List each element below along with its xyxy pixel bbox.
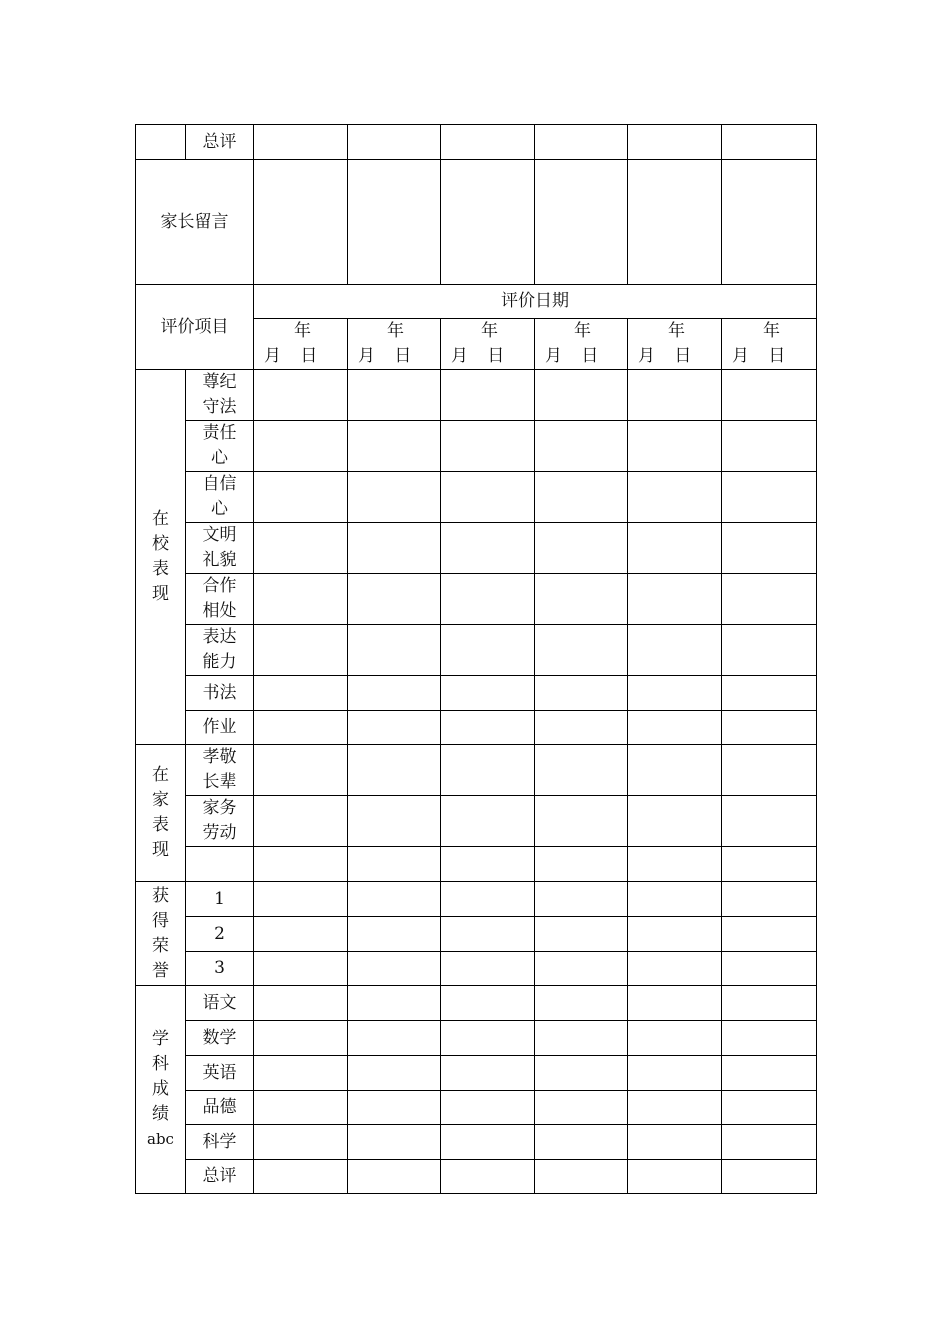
- item-text: 孝敬长辈: [202, 747, 237, 792]
- overall-cell[interactable]: [722, 125, 817, 160]
- score-cell[interactable]: [628, 472, 722, 523]
- score-cell[interactable]: [254, 1056, 348, 1091]
- score-cell[interactable]: [441, 1160, 535, 1194]
- score-cell[interactable]: [722, 952, 817, 986]
- score-cell[interactable]: [722, 421, 817, 472]
- date-year: 年: [387, 321, 404, 341]
- item-label: [186, 796, 254, 847]
- score-cell[interactable]: [722, 1021, 817, 1056]
- score-cell[interactable]: [628, 1056, 722, 1091]
- home-row: [136, 745, 817, 796]
- item-label: [186, 625, 254, 676]
- score-cell[interactable]: [722, 796, 817, 847]
- honors-group-label: [136, 882, 186, 986]
- item-label: [186, 847, 254, 882]
- score-cell[interactable]: [722, 711, 817, 745]
- date-year: 年: [668, 321, 685, 341]
- date-month-day: 月 日: [638, 346, 692, 366]
- home-group-label: [136, 745, 186, 882]
- score-cell[interactable]: [722, 882, 817, 917]
- score-cell[interactable]: [628, 796, 722, 847]
- score-cell[interactable]: [722, 574, 817, 625]
- score-cell[interactable]: [535, 1021, 628, 1056]
- score-cell[interactable]: [535, 882, 628, 917]
- score-cell[interactable]: [535, 917, 628, 952]
- score-cell[interactable]: [722, 472, 817, 523]
- score-cell[interactable]: [441, 676, 535, 711]
- score-cell[interactable]: [441, 917, 535, 952]
- date-cell[interactable]: [535, 319, 628, 370]
- eval-item-header: 评价项目: [136, 285, 254, 370]
- overall-cell[interactable]: [441, 125, 535, 160]
- parent-message-cell[interactable]: [722, 160, 817, 285]
- score-cell[interactable]: [254, 1091, 348, 1125]
- score-cell[interactable]: [535, 370, 628, 421]
- score-cell[interactable]: [722, 1091, 817, 1125]
- date-cell[interactable]: [348, 319, 441, 370]
- school-group-label: [136, 370, 186, 745]
- item-label: 科学: [186, 1125, 254, 1160]
- score-cell[interactable]: [441, 625, 535, 676]
- item-text: 自信心: [202, 474, 237, 519]
- date-cell[interactable]: [628, 319, 722, 370]
- date-month-day: 月 日: [451, 346, 505, 366]
- score-cell[interactable]: [348, 370, 441, 421]
- score-cell[interactable]: [441, 1021, 535, 1056]
- score-cell[interactable]: [535, 952, 628, 986]
- item-text: 尊纪守法: [202, 372, 237, 417]
- score-cell[interactable]: [254, 472, 348, 523]
- score-cell[interactable]: [348, 745, 441, 796]
- score-cell[interactable]: [254, 917, 348, 952]
- item-label: [186, 421, 254, 472]
- score-cell[interactable]: [441, 574, 535, 625]
- item-label: [186, 745, 254, 796]
- score-cell[interactable]: [535, 574, 628, 625]
- parent-message-label: 家长留言: [136, 160, 254, 285]
- blank-cell: [136, 125, 186, 160]
- score-cell[interactable]: [348, 1021, 441, 1056]
- score-cell[interactable]: [348, 472, 441, 523]
- score-cell[interactable]: [348, 711, 441, 745]
- date-month-day: 月 日: [545, 346, 599, 366]
- item-label: 总评: [186, 1160, 254, 1194]
- score-cell[interactable]: [441, 882, 535, 917]
- subjects-group-label: [136, 986, 186, 1194]
- score-cell[interactable]: [628, 882, 722, 917]
- score-cell[interactable]: [441, 421, 535, 472]
- parent-message-cell[interactable]: [348, 160, 441, 285]
- home-row: [136, 796, 817, 847]
- score-cell[interactable]: [535, 523, 628, 574]
- date-cell[interactable]: [441, 319, 535, 370]
- subject-row: [136, 986, 817, 1021]
- score-cell[interactable]: [535, 625, 628, 676]
- item-label: 数学: [186, 1021, 254, 1056]
- honor-row: [136, 882, 817, 917]
- score-cell[interactable]: [535, 421, 628, 472]
- score-cell[interactable]: [254, 847, 348, 882]
- item-label: [186, 370, 254, 421]
- date-year: 年: [763, 321, 780, 341]
- score-cell[interactable]: [254, 986, 348, 1021]
- overall-cell[interactable]: [348, 125, 441, 160]
- honor-row: [136, 917, 817, 952]
- score-cell[interactable]: [441, 796, 535, 847]
- score-cell[interactable]: [441, 952, 535, 986]
- score-cell[interactable]: [722, 745, 817, 796]
- school-row: [136, 574, 817, 625]
- score-cell[interactable]: [628, 986, 722, 1021]
- parent-message-cell[interactable]: [254, 160, 348, 285]
- score-cell[interactable]: [348, 676, 441, 711]
- score-cell[interactable]: [348, 986, 441, 1021]
- score-cell[interactable]: [441, 370, 535, 421]
- parent-message-row: [136, 160, 817, 285]
- school-row: [136, 625, 817, 676]
- item-label: [186, 523, 254, 574]
- score-cell[interactable]: [254, 523, 348, 574]
- item-label: 英语: [186, 1056, 254, 1091]
- score-cell[interactable]: [254, 952, 348, 986]
- overall-label: 总评: [186, 125, 254, 160]
- score-cell[interactable]: [628, 1160, 722, 1194]
- date-cell[interactable]: [254, 319, 348, 370]
- honor-row: [136, 952, 817, 986]
- score-cell[interactable]: [535, 745, 628, 796]
- subjects-group-sub: abc: [147, 1130, 174, 1148]
- overall-cell[interactable]: [535, 125, 628, 160]
- score-cell[interactable]: [348, 847, 441, 882]
- date-month-day: 月 日: [358, 346, 412, 366]
- item-label: 3: [186, 952, 254, 986]
- score-cell[interactable]: [535, 1056, 628, 1091]
- score-cell[interactable]: [628, 745, 722, 796]
- score-cell[interactable]: [254, 882, 348, 917]
- item-text: 文明礼貌: [202, 525, 237, 570]
- score-cell[interactable]: [628, 1091, 722, 1125]
- score-cell[interactable]: [348, 917, 441, 952]
- score-cell[interactable]: [722, 370, 817, 421]
- subject-row: [136, 1021, 817, 1056]
- header-row-1: [136, 285, 817, 319]
- school-row: [136, 523, 817, 574]
- score-cell[interactable]: [254, 711, 348, 745]
- school-group-text: 在校表现: [152, 509, 169, 604]
- score-cell[interactable]: [441, 745, 535, 796]
- date-month-day: 月 日: [264, 346, 318, 366]
- score-cell[interactable]: [348, 952, 441, 986]
- date-cell[interactable]: [722, 319, 817, 370]
- item-label: 作业: [186, 711, 254, 745]
- score-cell[interactable]: [722, 1160, 817, 1194]
- overall-cell[interactable]: [628, 125, 722, 160]
- honors-group-text: 获得荣誉: [152, 885, 169, 981]
- date-year: 年: [294, 321, 311, 341]
- score-cell[interactable]: [722, 917, 817, 952]
- eval-date-header: 评价日期: [254, 285, 817, 319]
- score-cell[interactable]: [348, 625, 441, 676]
- score-cell[interactable]: [348, 796, 441, 847]
- home-row: [136, 847, 817, 882]
- item-label: 1: [186, 882, 254, 917]
- score-cell[interactable]: [722, 847, 817, 882]
- item-text: 家务劳动: [202, 798, 237, 843]
- item-text: 合作相处: [202, 576, 237, 621]
- score-cell[interactable]: [722, 986, 817, 1021]
- score-cell[interactable]: [254, 796, 348, 847]
- item-text: 表达能力: [202, 627, 237, 672]
- score-cell[interactable]: [254, 1160, 348, 1194]
- score-cell[interactable]: [535, 796, 628, 847]
- date-year: 年: [574, 321, 591, 341]
- score-cell[interactable]: [348, 574, 441, 625]
- score-cell[interactable]: [348, 1160, 441, 1194]
- score-cell[interactable]: [254, 1125, 348, 1160]
- item-label: 语文: [186, 986, 254, 1021]
- parent-message-cell[interactable]: [535, 160, 628, 285]
- score-cell[interactable]: [535, 1091, 628, 1125]
- score-cell[interactable]: [254, 676, 348, 711]
- score-cell[interactable]: [441, 847, 535, 882]
- item-label: [186, 574, 254, 625]
- subject-row: [136, 1160, 817, 1194]
- score-cell[interactable]: [535, 472, 628, 523]
- parent-message-cell[interactable]: [441, 160, 535, 285]
- score-cell[interactable]: [254, 745, 348, 796]
- score-cell[interactable]: [722, 676, 817, 711]
- item-text: 责任心: [202, 423, 237, 468]
- score-cell[interactable]: [348, 1091, 441, 1125]
- score-cell[interactable]: [254, 625, 348, 676]
- score-cell[interactable]: [722, 523, 817, 574]
- score-cell[interactable]: [628, 1021, 722, 1056]
- overall-cell[interactable]: [254, 125, 348, 160]
- score-cell[interactable]: [348, 1125, 441, 1160]
- score-cell[interactable]: [535, 986, 628, 1021]
- score-cell[interactable]: [628, 676, 722, 711]
- score-cell[interactable]: [254, 1021, 348, 1056]
- school-row: [136, 676, 817, 711]
- score-cell[interactable]: [254, 370, 348, 421]
- score-cell[interactable]: [628, 917, 722, 952]
- score-cell[interactable]: [441, 472, 535, 523]
- score-cell[interactable]: [535, 711, 628, 745]
- item-label: 书法: [186, 676, 254, 711]
- score-cell[interactable]: [348, 882, 441, 917]
- score-cell[interactable]: [535, 676, 628, 711]
- score-cell[interactable]: [535, 847, 628, 882]
- item-label: [186, 472, 254, 523]
- score-cell[interactable]: [441, 986, 535, 1021]
- score-cell[interactable]: [722, 625, 817, 676]
- score-cell[interactable]: [535, 1160, 628, 1194]
- score-cell[interactable]: [254, 574, 348, 625]
- overall-top-row: [136, 125, 817, 160]
- score-cell[interactable]: [628, 1125, 722, 1160]
- score-cell[interactable]: [441, 523, 535, 574]
- score-cell[interactable]: [628, 625, 722, 676]
- score-cell[interactable]: [722, 1056, 817, 1091]
- score-cell[interactable]: [348, 1056, 441, 1091]
- score-cell[interactable]: [348, 421, 441, 472]
- score-cell[interactable]: [441, 1091, 535, 1125]
- score-cell[interactable]: [628, 711, 722, 745]
- evaluation-form-table: [135, 124, 817, 1194]
- subject-row: [136, 1125, 817, 1160]
- subject-row: [136, 1056, 817, 1091]
- school-row: [136, 421, 817, 472]
- score-cell[interactable]: [441, 1125, 535, 1160]
- item-label: 2: [186, 917, 254, 952]
- subject-row: [136, 1091, 817, 1125]
- school-row: [136, 472, 817, 523]
- score-cell[interactable]: [628, 574, 722, 625]
- school-row: [136, 370, 817, 421]
- score-cell[interactable]: [254, 421, 348, 472]
- score-cell[interactable]: [441, 1056, 535, 1091]
- home-group-text: 在家表现: [152, 765, 169, 860]
- score-cell[interactable]: [535, 1125, 628, 1160]
- score-cell[interactable]: [628, 421, 722, 472]
- score-cell[interactable]: [628, 523, 722, 574]
- score-cell[interactable]: [628, 847, 722, 882]
- score-cell[interactable]: [722, 1125, 817, 1160]
- item-label: 品德: [186, 1091, 254, 1125]
- score-cell[interactable]: [628, 370, 722, 421]
- parent-message-cell[interactable]: [628, 160, 722, 285]
- date-month-day: 月 日: [732, 346, 786, 366]
- score-cell[interactable]: [348, 523, 441, 574]
- score-cell[interactable]: [441, 711, 535, 745]
- subjects-group-text: 学科成绩: [152, 1029, 169, 1124]
- school-row: [136, 711, 817, 745]
- score-cell[interactable]: [628, 952, 722, 986]
- date-year: 年: [481, 321, 498, 341]
